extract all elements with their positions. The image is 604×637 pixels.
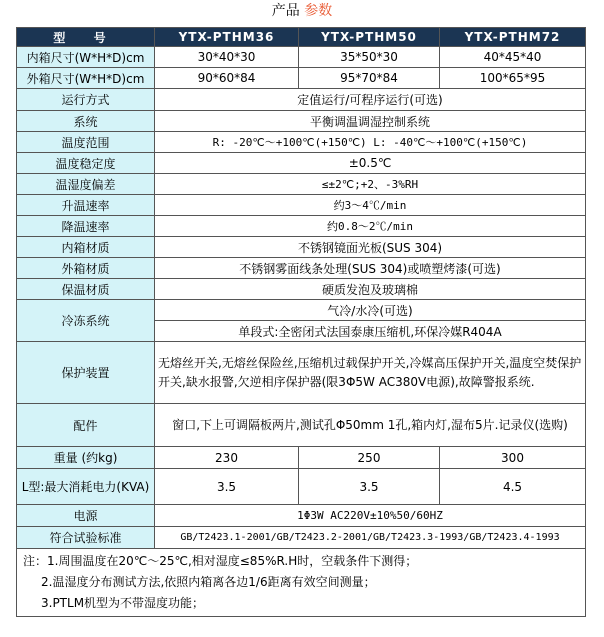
cell-value: 250 [299,447,440,469]
row-label: 运行方式 [17,89,155,111]
table-row [17,300,586,321]
cell-value: GB/T2423.1-2001/GB/T2423.2-2001/GB/T2423.3-1993/GB/T2423.4-1993 [155,527,586,549]
table-row [17,342,586,404]
table-row [17,279,586,300]
note-line: 3.PTLM机型为不带湿度功能； [41,596,205,610]
table-row [17,469,586,505]
page-title-prefix: 产品 [271,3,300,19]
row-label: 升温速率 [17,195,155,216]
page-title [0,0,604,22]
row-label: 内箱尺寸(W*H*D)cm [17,47,155,68]
note-line: 2.温湿度分布测试方法,依照内箱离各边1/6距离有效空间测量； [41,575,376,589]
cell-value: 300 [440,447,586,469]
table-row [17,237,586,258]
table-row [17,404,586,447]
table-row [17,153,586,174]
row-label: 外箱材质 [17,258,155,279]
table-row [17,89,586,111]
model-name: YTX-PTHM36 [155,28,299,47]
row-label: L型:最大消耗电力(KVA) [17,469,155,505]
row-label: 外箱尺寸(W*H*D)cm [17,68,155,89]
row-label: 温度范围 [17,132,155,153]
cell-value: R: -20℃～+100℃(+150℃) L: -40℃～+100℃(+150℃) [155,132,586,153]
cell-value: 230 [155,447,299,469]
table-row [17,68,586,89]
row-label: 保温材质 [17,279,155,300]
cell-value: 3.5 [299,469,440,505]
table-row [17,258,586,279]
cell-value: 硬质发泡及玻璃棉 [155,279,586,300]
row-label: 配件 [17,404,155,447]
table-row [17,527,586,549]
cell-value: 平衡调温调湿控制系统 [155,111,586,132]
cell-value: 不锈钢雾面线条处理(SUS 304)或喷塑烤漆(可选) [155,258,586,279]
notes-row [17,549,586,617]
cell-value: 单段式:全密闭式法国泰康压缩机,环保冷媒R404A [155,321,586,342]
cell-value: 约0.8～2℃/min [155,216,586,237]
table-row [17,47,586,68]
model-header: 型 号 [17,28,155,47]
cell-value: ±0.5℃ [155,153,586,174]
cell-value: 35*50*30 [299,47,440,68]
cell-value: 不锈钢镜面光板(SUS 304) [155,237,586,258]
page-title-highlight: 参数 [304,3,333,19]
table-row [17,132,586,153]
row-label: 重量 (约kg) [17,447,155,469]
cell-value: 40*45*40 [440,47,586,68]
cell-value: 30*40*30 [155,47,299,68]
notes [17,549,586,617]
cell-value: 90*60*84 [155,68,299,89]
cell-value: 气冷/水冷(可选) [155,300,586,321]
row-label: 内箱材质 [17,237,155,258]
cell-value: 定值运行/可程序运行(可选) [155,89,586,111]
note-line: 注：1.周围温度在20℃～25℃,相对湿度≤85%R.H时，空载条件下测得； [23,554,418,568]
row-label: 电源 [17,505,155,527]
cell-value: 95*70*84 [299,68,440,89]
row-label: 符合试验标准 [17,527,155,549]
row-label: 温度稳定度 [17,153,155,174]
spec-table [16,27,586,617]
table-row [17,195,586,216]
row-label: 冷冻系统 [17,300,155,342]
row-label: 降温速率 [17,216,155,237]
cell-value: 窗口,下上可调隔板两片,测试孔Φ50mm 1孔,箱内灯,湿布5片.记录仪(选购) [155,404,586,447]
cell-value: 1Φ3W AC220V±10%50/60HZ [155,505,586,527]
cell-value: 100*65*95 [440,68,586,89]
cell-value: 约3～4℃/min [155,195,586,216]
row-label: 温湿度偏差 [17,174,155,195]
row-label: 系统 [17,111,155,132]
table-row [17,505,586,527]
cell-value: 3.5 [155,469,299,505]
cell-value: 4.5 [440,469,586,505]
model-name: YTX-PTHM50 [299,28,440,47]
header-row [17,28,586,47]
table-row [17,174,586,195]
row-label: 保护装置 [17,342,155,404]
cell-value: ≤±2℃;+2、-3%RH [155,174,586,195]
table-row [17,111,586,132]
table-row [17,447,586,469]
cell-value: 无熔丝开关,无熔丝保险丝,压缩机过载保护开关,冷媒高压保护开关,温度空焚保护开关,缺水报警,欠逆相序保护器(限3Φ5W AC380V电源),故障警报系统. [155,342,586,404]
table-row [17,216,586,237]
model-name: YTX-PTHM72 [440,28,586,47]
